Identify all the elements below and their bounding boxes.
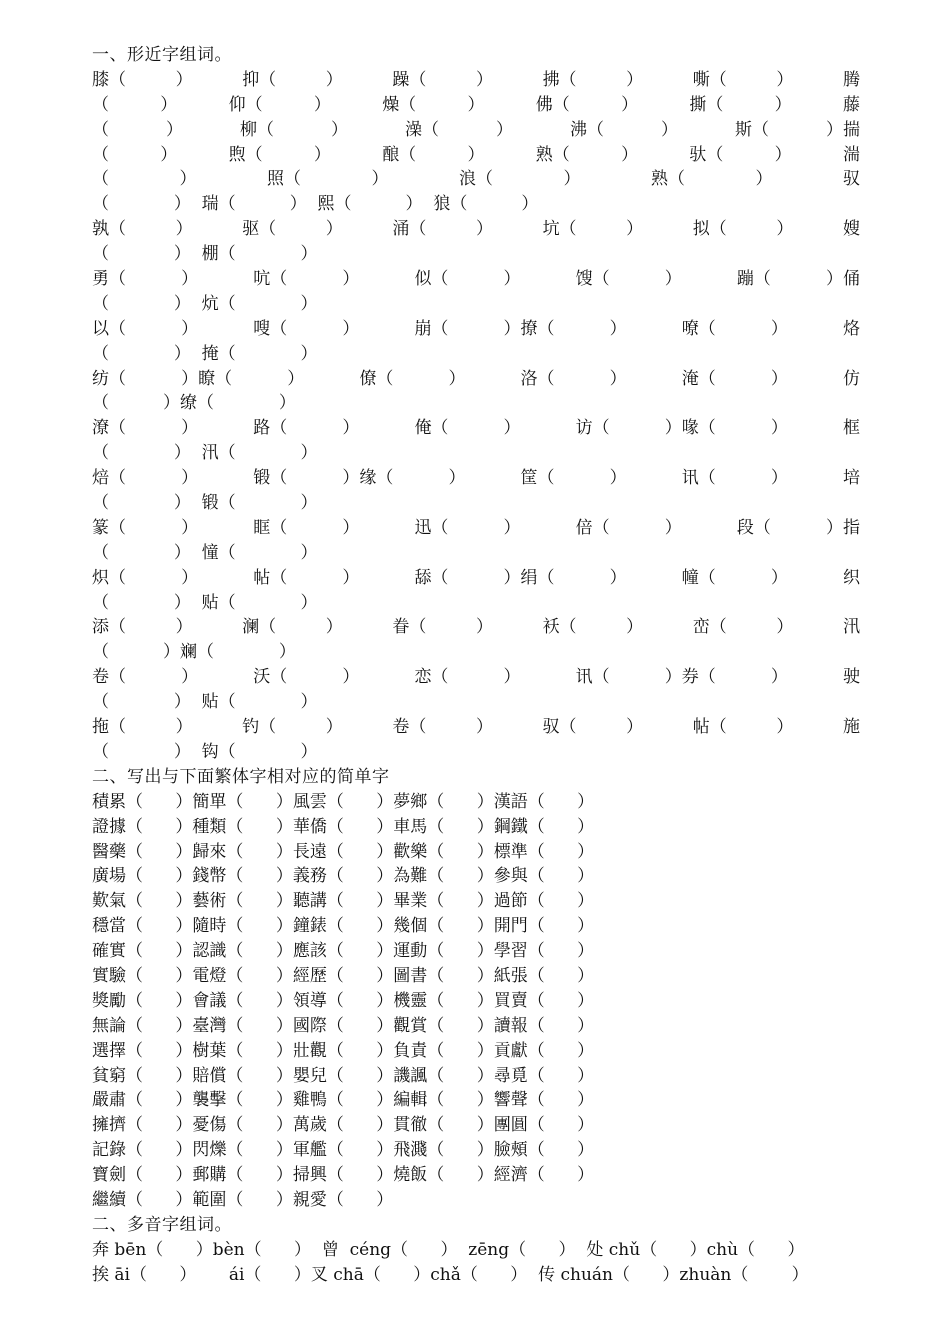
exercise-item: ） — [626, 617, 644, 638]
exercise-item: ） — [181, 418, 199, 439]
traditional-row: 嚴肅（ ）襲擊（ ）雞鴨（ ）編輯（ ）響聲（ ） — [92, 1090, 595, 1111]
exercise-item: ） — [313, 144, 331, 165]
exercise-item: ） — [181, 567, 199, 588]
exercise-item: 酿（ — [382, 144, 417, 165]
exercise-item: ） — [770, 418, 788, 439]
exercise-item: 洛（ — [520, 368, 555, 389]
exercise-item: 驭（ — [542, 717, 577, 738]
exercise-item: 撕（ — [689, 94, 724, 115]
exercise-item: 舔（ — [414, 567, 449, 588]
exercise-item: ） — [175, 69, 193, 90]
exercise-item: 仿 — [842, 368, 860, 389]
exercise-item: ） — [342, 418, 360, 439]
exercise-item: ） — [342, 318, 360, 339]
exercise-item: ） — [181, 318, 199, 339]
exercise-item: ） — [467, 94, 485, 115]
exercise-item: 倍（ — [575, 517, 610, 538]
exercise-item: 卷（ — [392, 717, 427, 738]
exercise-line — [92, 466, 860, 491]
exercise-item: ） — [331, 119, 348, 140]
exercise-item: ） — [313, 94, 331, 115]
exercise-item: ） — [475, 219, 493, 240]
exercise-item: ） — [755, 169, 773, 190]
exercise-item: 僚（ — [359, 368, 394, 389]
exercise-item: 烙 — [842, 318, 860, 339]
exercise-item: 蹦（ — [736, 269, 771, 290]
exercise-item: ） — [626, 717, 644, 738]
exercise-item: ）指 — [825, 517, 860, 538]
exercise-line: （ ） 瑞（ ） 熙（ ） 狼（ ） — [92, 194, 539, 215]
exercise-item: ） — [475, 717, 493, 738]
exercise-item: 斯（ — [735, 119, 769, 140]
exercise-item: 施 — [842, 717, 860, 738]
exercise-item: 驱（ — [242, 219, 277, 240]
traditional-row: 擁擠（ ）憂傷（ ）萬歲（ ）貫徹（ ）團圓（ ） — [92, 1115, 595, 1136]
exercise-item: 佛（ — [535, 94, 570, 115]
traditional-row: 獎勵（ ）會議（ ）領導（ ）機靈（ ）買賣（ ） — [92, 990, 595, 1011]
exercise-item: ） — [609, 318, 627, 339]
exercise-item: 涌（ — [392, 219, 427, 240]
section3-heading: 二、多音字组词。 — [92, 1214, 232, 1235]
exercise-line — [92, 566, 860, 591]
exercise-item: ） — [664, 517, 682, 538]
exercise-item: 驭 — [843, 169, 860, 190]
exercise-item: 崩（ — [414, 318, 449, 339]
exercise-line — [92, 516, 860, 541]
exercise-item: ） — [770, 667, 788, 688]
exercise-item: ）券（ — [664, 667, 716, 688]
exercise-item: ） — [621, 94, 639, 115]
exercise-item: 篆（ — [92, 517, 126, 538]
exercise-item: 沃（ — [253, 667, 288, 688]
exercise-line: （ ） 棚（ ） — [92, 244, 318, 265]
exercise-item: 嘶（ — [692, 69, 727, 90]
exercise-item: 驶 — [842, 667, 860, 688]
exercise-item: 钓（ — [242, 717, 277, 738]
exercise-item: 峦（ — [692, 617, 727, 638]
exercise-item: ）俑 — [825, 269, 860, 290]
exercise-item: 织 — [842, 567, 860, 588]
exercise-item: ） — [774, 94, 792, 115]
exercise-line — [92, 118, 860, 143]
exercise-item: 淹（ — [681, 368, 716, 389]
exercise-line: （ ） 锻（ ） — [92, 493, 318, 514]
exercise-line: （ ） 钩（ ） — [92, 741, 318, 762]
exercise-line — [92, 416, 860, 441]
exercise-line — [92, 317, 860, 342]
exercise-line: （ ）缭（ ） — [92, 393, 296, 414]
exercise-item: 沸（ — [570, 119, 604, 140]
exercise-line — [92, 615, 860, 640]
exercise-item: ） — [503, 517, 521, 538]
exercise-item: 汛 — [842, 617, 860, 638]
exercise-item: 腾 — [842, 69, 860, 90]
exercise-item: 仰（ — [228, 94, 263, 115]
exercise-item: 馊（ — [575, 269, 610, 290]
traditional-row: 積累（ ）簡單（ ）風雲（ ）夢鄉（ ）漢語（ ） — [92, 791, 595, 812]
exercise-item: 以（ — [92, 318, 126, 339]
traditional-row: 確實（ ）認識（ ）應該（ ）運動（ ）學習（ ） — [92, 941, 595, 962]
traditional-row: 選擇（ ）樹葉（ ）壯觀（ ）負責（ ）貢獻（ ） — [92, 1040, 595, 1061]
exercise-item: ） — [175, 717, 193, 738]
exercise-item: ） — [626, 69, 644, 90]
traditional-row: 繼續（ ）範圍（ ）親愛（ ） — [92, 1189, 394, 1210]
exercise-line — [92, 367, 860, 392]
exercise-item: ） — [496, 119, 513, 140]
exercise-line — [92, 167, 860, 192]
section1-heading: 一、形近字组词。 — [92, 45, 232, 65]
section2-body — [92, 790, 860, 1213]
exercise-item: 嗖（ — [253, 318, 288, 339]
traditional-row: 廣場（ ）錢幣（ ）義務（ ）為難（ ）參與（ ） — [92, 866, 595, 887]
exercise-item: ） — [475, 69, 493, 90]
exercise-item: ） — [325, 717, 343, 738]
exercise-item: 嫂 — [842, 219, 860, 240]
exercise-line: （ ） 憧（ ） — [92, 542, 318, 563]
exercise-item: 眶（ — [253, 517, 288, 538]
section1-body — [92, 68, 860, 765]
exercise-item: ） — [770, 318, 788, 339]
exercise-item: 潦（ — [92, 418, 126, 439]
exercise-item: 照（ — [267, 169, 301, 190]
exercise-item: ） — [503, 269, 521, 290]
exercise-item: ） — [503, 418, 521, 439]
exercise-item: ） — [175, 219, 193, 240]
exercise-item: ） — [776, 717, 794, 738]
exercise-item: ） — [160, 94, 178, 115]
exercise-item: 熟（ — [535, 144, 570, 165]
exercise-item: ） — [325, 69, 343, 90]
exercise-item: ） — [609, 368, 627, 389]
exercise-item: ） — [325, 617, 343, 638]
exercise-item: 帖（ — [692, 717, 727, 738]
exercise-item: ） — [179, 169, 197, 190]
exercise-line: （ ） 掩（ ） — [92, 343, 318, 364]
exercise-item: ） — [626, 219, 644, 240]
exercise-item: 纺（ — [92, 368, 126, 389]
exercise-item: 恋（ — [414, 667, 449, 688]
exercise-item: ） — [287, 368, 305, 389]
exercise-item: ） — [661, 119, 678, 140]
exercise-item: ） — [342, 567, 360, 588]
exercise-item: 柳（ — [240, 119, 274, 140]
exercise-item: 藤 — [842, 94, 860, 115]
exercise-item: 筐（ — [520, 468, 555, 489]
section3-body — [92, 1238, 860, 1288]
exercise-item: ） — [181, 468, 199, 489]
exercise-item: 帖（ — [253, 567, 288, 588]
exercise-item: 勇（ — [92, 269, 126, 290]
exercise-item: 炽（ — [92, 567, 126, 588]
exercise-item: 卷（ — [92, 667, 126, 688]
exercise-item: 澡（ — [405, 119, 439, 140]
traditional-row: 記錄（ ）閃爍（ ）軍艦（ ）飛濺（ ）臉頰（ ） — [92, 1140, 595, 1161]
exercise-item: ） — [609, 567, 627, 588]
traditional-row: 寶劍（ ）郵購（ ）掃興（ ）燒飯（ ）經濟（ ） — [92, 1165, 595, 1186]
traditional-row: 實驗（ ）電燈（ ）經歷（ ）圖書（ ）紙張（ ） — [92, 965, 595, 986]
exercise-item: 浪（ — [459, 169, 493, 190]
exercise-item: 膝（ — [92, 69, 126, 90]
exercise-item: （ — [92, 144, 109, 165]
section2-heading: 二、写出与下面繁体字相对应的简单字 — [92, 766, 390, 787]
exercise-item: ）喙（ — [664, 418, 716, 439]
exercise-item: ） — [774, 144, 792, 165]
exercise-line: （ ）斓（ ） — [92, 642, 296, 663]
exercise-item: ） — [776, 617, 794, 638]
exercise-item: 讯（ — [575, 667, 610, 688]
exercise-item: 锻（ — [253, 468, 288, 489]
exercise-item: ） — [448, 468, 466, 489]
exercise-item: ） — [371, 169, 389, 190]
exercise-item: 眷（ — [392, 617, 427, 638]
exercise-item: ） — [181, 269, 199, 290]
exercise-item: ） — [325, 219, 343, 240]
exercise-line: （ ） 汛（ ） — [92, 443, 318, 464]
exercise-item: 添（ — [92, 617, 126, 638]
exercise-line — [92, 143, 860, 168]
exercise-line: （ ） 贴（ ） — [92, 692, 318, 713]
worksheet — [92, 43, 860, 1288]
traditional-row: 醫藥（ ）歸來（ ）長遠（ ）歡樂（ ）標準（ ） — [92, 841, 595, 862]
exercise-item: （ — [92, 94, 109, 115]
exercise-item: 湍 — [842, 144, 860, 165]
exercise-item: ） — [770, 468, 788, 489]
exercise-item: ） — [770, 368, 788, 389]
exercise-item: ） — [467, 144, 485, 165]
exercise-item: ） — [776, 69, 794, 90]
exercise-item: 熟（ — [651, 169, 685, 190]
exercise-item: 幢（ — [681, 567, 716, 588]
exercise-line — [92, 267, 860, 292]
exercise-item: 段（ — [736, 517, 771, 538]
exercise-item: 煦（ — [228, 144, 263, 165]
exercise-item: ） — [609, 468, 627, 489]
polyphone-row: 挨 āi（ ） ái（ ）叉 chā（ ）chǎ（ ） 传 chuán（ ）zhuàn（ ） — [92, 1264, 809, 1285]
exercise-item: 培 — [842, 468, 860, 489]
exercise-item: 俺（ — [414, 418, 449, 439]
traditional-row: 穩當（ ）隨時（ ）鐘錶（ ）幾個（ ）開門（ ） — [92, 916, 595, 937]
exercise-item: 似（ — [414, 269, 449, 290]
exercise-item: ）揣 — [826, 119, 860, 140]
exercise-line — [92, 217, 860, 242]
exercise-item: ） — [181, 667, 199, 688]
exercise-item: 焙（ — [92, 468, 126, 489]
exercise-item: 躁（ — [392, 69, 427, 90]
exercise-item: ） — [175, 617, 193, 638]
exercise-line — [92, 665, 860, 690]
exercise-item: 吭（ — [253, 269, 288, 290]
exercise-item: 讯（ — [681, 468, 716, 489]
exercise-item: ） — [475, 617, 493, 638]
exercise-item: 拟（ — [692, 219, 727, 240]
exercise-item: ） — [664, 269, 682, 290]
exercise-item: （ — [92, 169, 109, 190]
exercise-item: ） — [770, 567, 788, 588]
exercise-item: ）撩（ — [503, 318, 555, 339]
exercise-item: 孰（ — [92, 219, 126, 240]
exercise-item: （ — [92, 119, 109, 140]
exercise-line: （ ） 贴（ ） — [92, 592, 318, 613]
exercise-item: ）缘（ — [342, 468, 394, 489]
exercise-item: ） — [166, 119, 183, 140]
exercise-item: 袄（ — [542, 617, 577, 638]
exercise-item: 驮（ — [689, 144, 724, 165]
exercise-item: 拖（ — [92, 717, 126, 738]
exercise-item: ） — [621, 144, 639, 165]
exercise-item: 嘹（ — [681, 318, 716, 339]
exercise-item: 拂（ — [542, 69, 577, 90]
exercise-item: ） — [342, 517, 360, 538]
exercise-item: ）绢（ — [503, 567, 555, 588]
traditional-row: 無論（ ）臺灣（ ）國際（ ）觀賞（ ）讀報（ ） — [92, 1015, 595, 1036]
exercise-item: ）瞭（ — [181, 368, 233, 389]
exercise-line — [92, 68, 860, 93]
exercise-line — [92, 93, 860, 118]
exercise-item: 迅（ — [414, 517, 449, 538]
traditional-row: 貧窮（ ）賠償（ ）嬰兒（ ）譏諷（ ）尋覓（ ） — [92, 1065, 595, 1086]
exercise-item: 访（ — [575, 418, 610, 439]
exercise-item: ） — [776, 219, 794, 240]
exercise-item: ） — [448, 368, 466, 389]
exercise-item: ） — [503, 667, 521, 688]
exercise-line — [92, 715, 860, 740]
exercise-item: 坑（ — [542, 219, 577, 240]
exercise-item: ） — [160, 144, 178, 165]
exercise-item: 燥（ — [382, 94, 417, 115]
exercise-item: ） — [563, 169, 581, 190]
exercise-item: ） — [342, 667, 360, 688]
exercise-item: ） — [342, 269, 360, 290]
exercise-item: 抑（ — [242, 69, 277, 90]
exercise-item: 路（ — [253, 418, 288, 439]
exercise-line: （ ） 炕（ ） — [92, 293, 318, 314]
traditional-row: 歎氣（ ）藝術（ ）聽講（ ）畢業（ ）過節（ ） — [92, 891, 595, 912]
exercise-item: ） — [181, 517, 199, 538]
traditional-row: 證據（ ）種類（ ）華僑（ ）車馬（ ）鋼鐵（ ） — [92, 816, 595, 837]
exercise-item: 澜（ — [242, 617, 277, 638]
exercise-item: 框 — [842, 418, 860, 439]
polyphone-row: 奔 bēn（ ）bèn（ ） 曾 céng（ ） zēng（ ） 处 chǔ（ ）chù（ ） — [92, 1239, 805, 1260]
